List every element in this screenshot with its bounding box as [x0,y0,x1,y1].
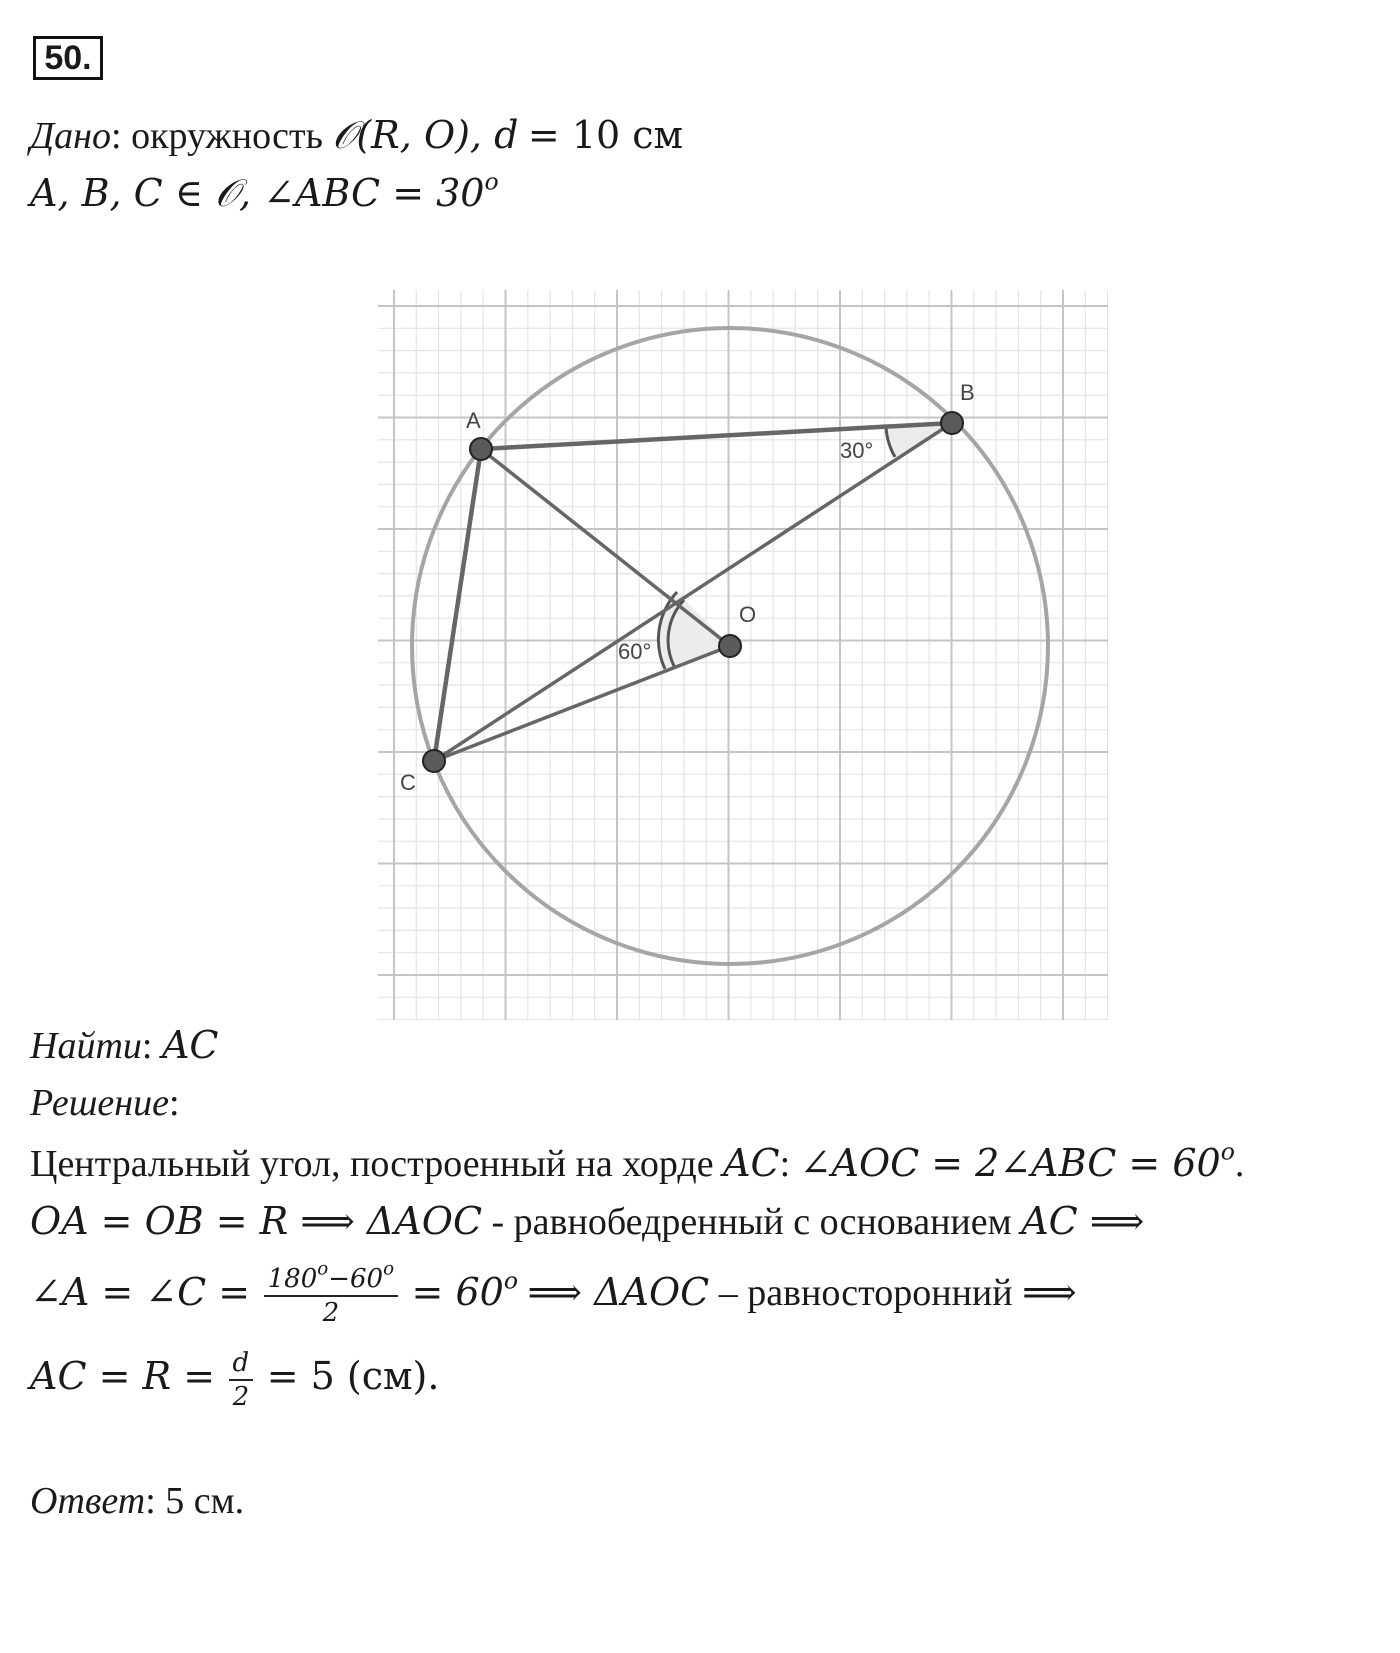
step1-text: Центральный угол, построенный на хорде [30,1143,714,1185]
find-line: Найти: AC [30,1023,219,1067]
solution-step-2 [30,1198,1144,1245]
answer-label: Ответ [30,1480,146,1522]
solution-label: Решение [30,1082,169,1124]
step3-mid: = 60 [411,1270,504,1314]
step3-fraction: $\frac{180^o-60^o}{2}$ [264,1263,398,1329]
find-label: Найти [30,1025,142,1067]
given-label: Дано [30,115,112,157]
point-A [470,438,492,460]
answer-line: Ответ: 5 см. [30,1480,245,1522]
point-C [423,750,445,772]
given-diameter-value: = 10 см [527,113,684,157]
solution-step-3: ∠A = ∠C = $\frac{180^o-60^o}{2}$ = $60^o$ ⟹ ΔAOC – равносторонний ⟹ [30,1258,1077,1329]
given-circle-word: окружность [131,115,323,157]
step4-lhs: AC = R = [30,1354,216,1398]
segment-AO [481,449,730,646]
step3-implies: ⟹ ΔAOC [527,1270,710,1314]
point-O [719,635,741,657]
given-points-angle: A, B, C ∈ 𝒪, ∠ABC = 30 [30,171,485,215]
step4-fraction: $\frac{d}{2}$ [229,1347,254,1413]
step4-rhs: = 5 (см). [266,1354,440,1398]
segment-AC [434,449,481,761]
find-value: AC [161,1023,219,1067]
step3-lhs: ∠A = ∠C = [30,1270,251,1314]
point-B [941,412,963,434]
label-O: O [739,602,757,627]
step1-chord: AC [723,1141,780,1185]
step2-tail: AC ⟹ [1021,1199,1145,1243]
given-line-2: A, B, C ∈ 𝒪, ∠ABC = $30^o$ [30,167,499,215]
given-circle-notation: 𝒪(R, O), d [332,113,519,157]
label-C: C [400,770,416,795]
problem-number: 50. [33,36,103,80]
solution-step-4 [30,1340,439,1413]
step1-math: ∠AOC = 2∠ABC = 60 [799,1141,1221,1185]
step2-math: OA = OB = R ⟹ ΔAOC [30,1199,483,1243]
segment-AB [481,423,952,449]
solution-step-1: Центральный угол, построенный на хорде AC: ∠AOC = 2∠ABC = $60^o$. [30,1137,1245,1185]
label-A: A [466,408,481,433]
step3-text: – равносторонний ⟹ [718,1272,1077,1314]
given-line-1: Дано: окружность 𝒪(R, O), d = 10 см [30,113,684,157]
label-angle-O: 60° [618,639,652,664]
grid-major [378,290,1108,1020]
geometry-figure [378,290,1108,1020]
solution-heading: Решение: [30,1082,180,1124]
step2-text: - равнобедренный с основанием [491,1201,1012,1243]
answer-value: 5 см. [165,1480,245,1522]
label-B: B [960,380,975,405]
label-angle-B: 30° [840,438,874,463]
grid-minor [378,290,1108,1020]
